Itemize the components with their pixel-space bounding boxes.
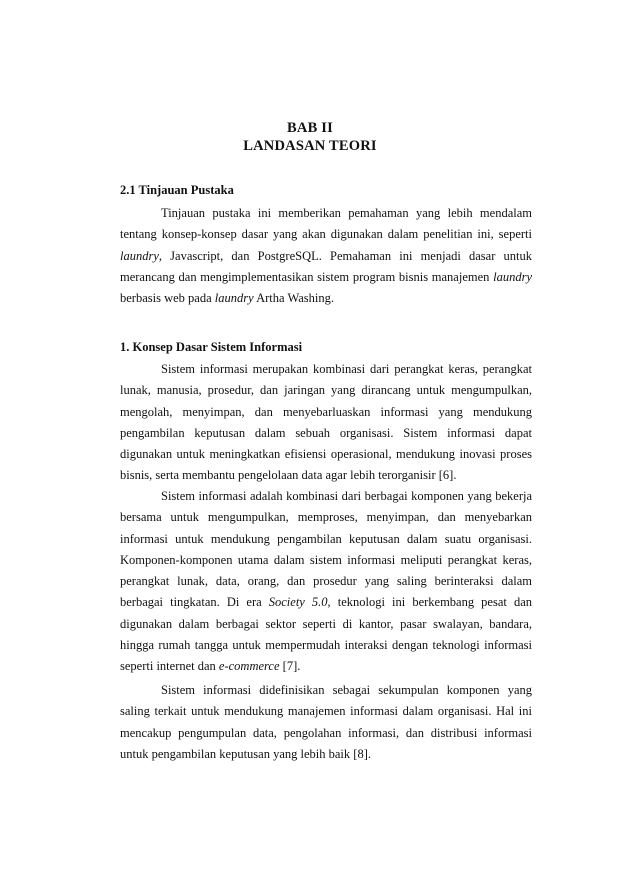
text-run: [7]. [279,659,301,674]
chapter-title: LANDASAN TEORI [243,138,377,154]
italic-term: Society 5.0 [268,595,328,610]
text-run: Artha Washing. [253,291,335,306]
italic-term: laundry [493,269,532,284]
paragraph-konsep-1: Sistem informasi merupakan kombinasi dari perangkat keras, perangkat lunak, manusia, prosedur, dan jaringan yang dirancang untuk mengumpulkan, mengolah, menyimpan, dan menyebarluaskan informasi yang mendukung pengambilan keputusan dalam sebuah organisasi. Sistem informasi dapat digunakan untuk meningkatkan efisiensi operasional, mendukung inovasi proses bisnis, serta membantu pengelolaan data agar lebih terorganisir [6]. [120,362,532,483]
text-run: , Javascript, dan PostgreSQL. Pemahaman ini menjadi dasar untuk merancang dan mengimplementasikan sistem program bisnis manajemen [120,248,532,284]
italic-term: e-commerce [218,659,280,674]
chapter-label: BAB II [287,120,333,136]
text-run: , teknologi ini berkembang pesat dan digunakan dalam berbagai sektor seperti di kantor, pasar swalayan, bandara, hingga rumah tangga untuk mempermudah interaksi dengan teknologi informasi seperti internet dan [120,595,532,674]
text-run: berbasis web pada [120,291,215,306]
italic-term: laundry [214,291,254,306]
paragraph-konsep-3: Sistem informasi didefinisikan sebagai sekumpulan komponen yang saling terkait untuk mendukung manajemen informasi dalam organisasi. Hal ini mencakup pengumpulan data, pengolahan informasi, dan distribusi informasi untuk pengambilan keputusan yang lebih baik [8]. [120,683,532,761]
text-run: Sistem informasi adalah kombinasi dari berbagai komponen yang bekerja bersama untuk mengumpulkan, memproses, menyimpan, dan menyebarkan informasi untuk mendukung pengambilan keputusan dalam suatu organisasi. Komponen-komponen utama dalam sistem informasi meliputi perangkat keras, perangkat lunak, data, orang, dan prosedur yang saling berinteraksi dalam berbagai tingkatan. Di era [120,489,532,610]
paragraph-konsep-2 [120,486,532,678]
text-run: Tinjauan pustaka ini memberikan pemahaman yang lebih mendalam tentang konsep-konsep dasar yang akan digunakan dalam penelitian ini, seperti [120,206,532,242]
section-heading-tinjauan-pustaka: 2.1 Tinjauan Pustaka [120,183,234,197]
section-heading-konsep-dasar: 1. Konsep Dasar Sistem Informasi [120,340,303,354]
italic-term: laundry [120,248,159,263]
paragraph-tinjauan-pustaka [120,203,532,309]
